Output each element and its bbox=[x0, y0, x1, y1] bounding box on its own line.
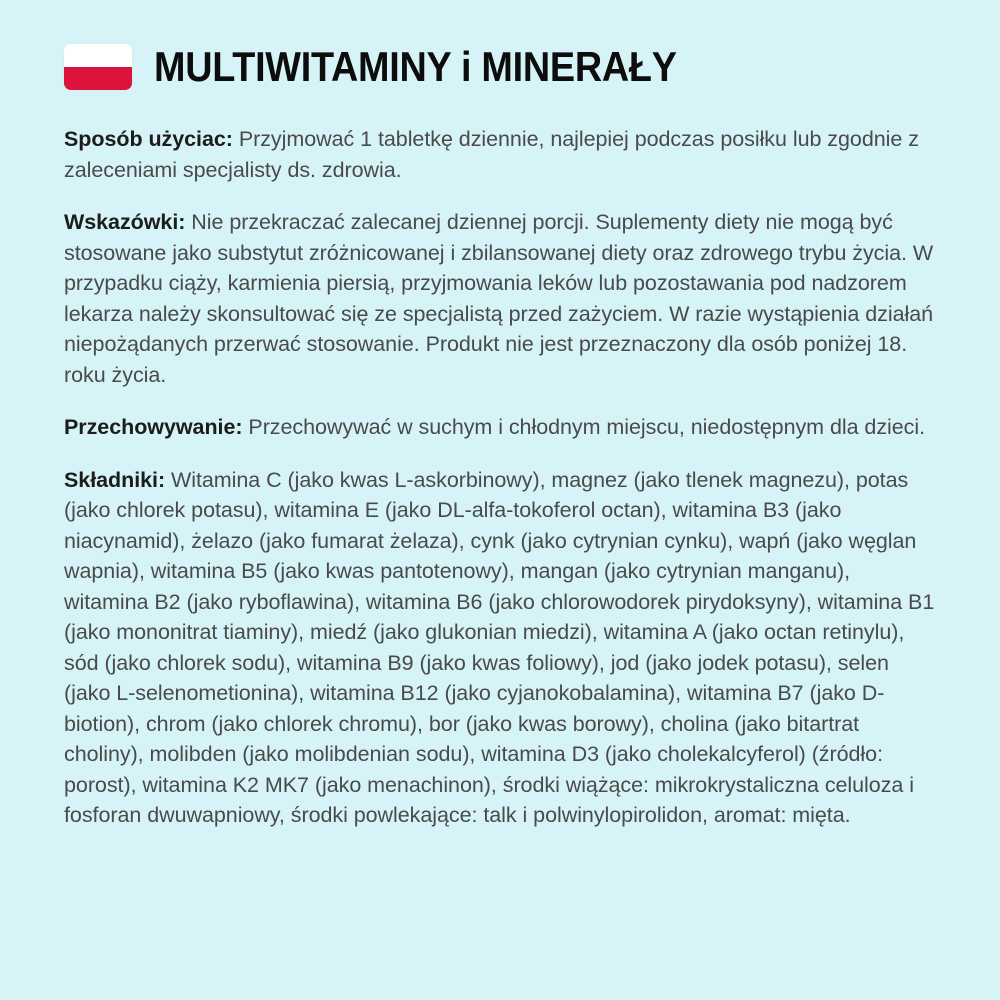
usage-paragraph bbox=[64, 124, 936, 185]
warnings-paragraph bbox=[64, 207, 936, 390]
page-header bbox=[64, 40, 936, 94]
ingredients-paragraph bbox=[64, 465, 936, 831]
ingredients-label: Składniki: bbox=[64, 467, 166, 492]
usage-label: Sposób użyciac: bbox=[64, 127, 233, 151]
storage-paragraph bbox=[64, 412, 936, 443]
warnings-text: Nie przekraczać zalecanej dziennej porcji. Suplementy diety nie mogą być stosowane jako substytut zróżnicowanej i zbilansowanej diety oraz zdrowego trybu życia. W przypadku ciąży, karmienia piersią, przyjmowania leków lub pozostawania pod nadzorem lekarza należy skonsultować się ze specjalistą przed zażyciem. W razie wystąpienia działań niepożądanych przerwać stosowanie. Produkt nie jest przeznaczony dla osób poniżej 18. roku życia. bbox=[64, 210, 934, 387]
usage-text: Przyjmować 1 tabletkę dziennie, najlepiej podczas posiłku lub zgodnie z zaleceniami specjalisty ds. zdrowia. bbox=[64, 127, 919, 182]
poland-flag-icon bbox=[64, 44, 132, 90]
flag-stripe-red bbox=[64, 67, 132, 90]
page-title: MULTIWITAMINY i MINERAŁY bbox=[154, 43, 677, 90]
storage-label: Przechowywanie: bbox=[64, 415, 243, 439]
flag-stripe-white bbox=[64, 44, 132, 67]
ingredients-text: Witamina C (jako kwas L-askorbinowy), magnez (jako tlenek magnezu), potas (jako chlorek potasu), witamina E (jako DL-alfa-tokoferol octan), witamina B3 (jako niacynamid), żelazo (jako fumarat żelaza), cynk (jako cytrynian cynku), wapń (jako węglan wapnia), witamina B5 (jako kwas pantotenowy), mangan (jako cytrynian manganu), witamina B2 (jako ryboflawina), witamina B6 (jako chlorowodorek pirydoksyny), witamina B1 (jako mononitrat tiaminy), miedź (jako glukonian miedzi), witamina A (jako octan retinylu), sód (jako chlorek sodu), witamina B9 (jako kwas foliowy), jod (jako jodek potasu), selen (jako L-selenometionina), witamina B12 (jako cyjanokobalamina), witamina B7 (jako D-biotion), chrom (jako chlorek chromu), bor (jako kwas borowy), cholina (jako bitartrat choliny), molibden (jako molibdenian sodu), witamina D3 (jako cholekalcyferol) (źródło: porost), witamina K2 MK7 (jako menachinon), środki wiążące: mikrokrystaliczna celuloza i fosforan dwuwapniowy, środki powlekające: talk i polwinylopirolidon, aromat: mięta. bbox=[64, 467, 935, 827]
warnings-label: Wskazówki: bbox=[64, 210, 186, 234]
label-content bbox=[64, 124, 936, 831]
storage-text: Przechowywać w suchym i chłodnym miejscu, niedostępnym dla dzieci. bbox=[242, 415, 926, 439]
